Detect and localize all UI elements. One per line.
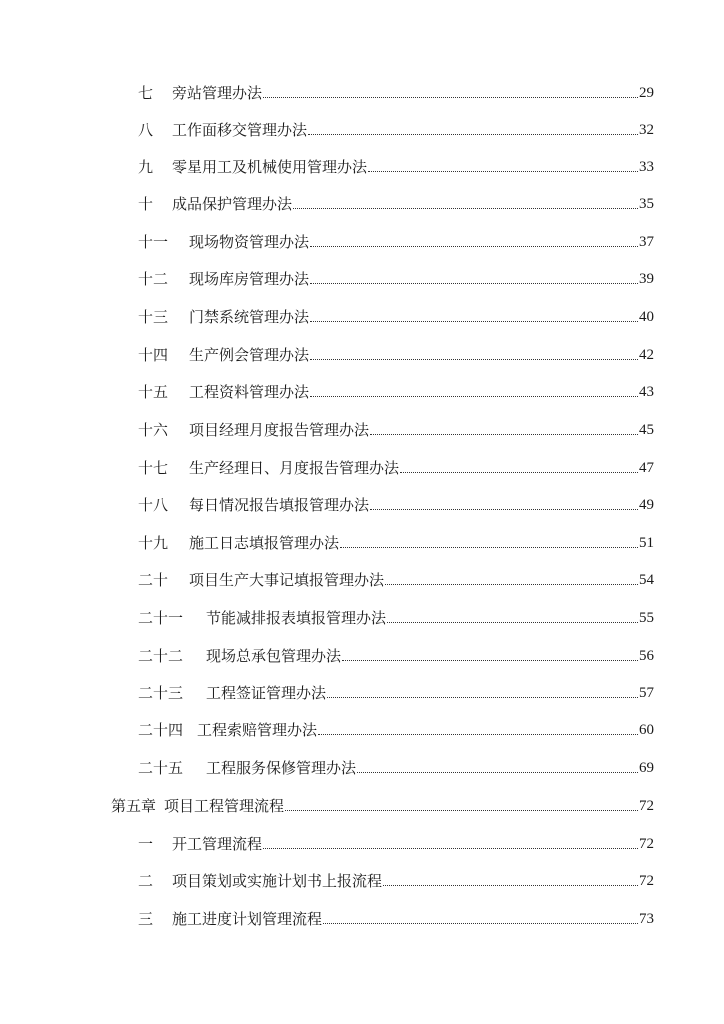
toc-entry-title: 施工进度计划管理流程 (172, 910, 323, 928)
toc-entry-number: 二十一 (138, 609, 184, 627)
toc-entry[interactable] (138, 565, 654, 589)
toc-entry[interactable] (138, 340, 654, 364)
toc-entry-title: 项目生产大事记填报管理办法 (189, 571, 385, 589)
toc-entry-page: 49 (639, 497, 654, 513)
toc-entry-title: 工程资料管理办法 (189, 383, 310, 401)
toc-entry-page: 29 (639, 85, 654, 101)
dot-leader (310, 394, 638, 397)
toc-entry-page: 45 (639, 422, 654, 438)
toc-entry-page: 69 (639, 760, 654, 776)
toc-entry-page: 32 (639, 122, 654, 138)
toc-entry-title: 门禁系统管理办法 (189, 308, 310, 326)
toc-entry-number: 十八 (138, 496, 169, 514)
toc-entry-number: 十七 (138, 459, 169, 477)
toc-entry-number: 二十四 (138, 721, 184, 739)
toc-entry-number: 二十三 (138, 684, 184, 702)
toc-entry-number: 十一 (138, 233, 169, 251)
toc-entry-number: 二十五 (138, 759, 184, 777)
dot-leader (340, 545, 638, 548)
toc-entry-title: 现场物资管理办法 (189, 233, 310, 251)
toc-entry-page: 40 (639, 309, 654, 325)
toc-entry-page: 72 (639, 873, 654, 889)
toc-entry-number: 九 (138, 158, 154, 176)
toc-entry-title: 项目经理月度报告管理办法 (189, 421, 370, 439)
toc-entry[interactable] (138, 490, 654, 514)
toc-entry-number: 十九 (138, 534, 169, 552)
toc-entry[interactable] (138, 829, 654, 853)
dot-leader (385, 582, 638, 585)
dot-leader (285, 808, 638, 811)
toc-entry-page: 47 (639, 460, 654, 476)
dot-leader (308, 132, 638, 135)
toc-entry-number: 十二 (138, 270, 169, 288)
toc-entry-page: 73 (639, 911, 654, 927)
toc-entry-page: 42 (639, 347, 654, 363)
toc-entry-title: 现场总承包管理办法 (206, 647, 342, 665)
toc-entry-number: 二 (138, 872, 154, 890)
toc-entry-number: 十六 (138, 421, 169, 439)
toc-entry[interactable] (138, 264, 654, 288)
toc-chapter-number: 第五章 (111, 797, 157, 815)
dot-leader (370, 507, 638, 510)
toc-entry-page: 56 (639, 648, 654, 664)
toc-entry-title: 生产经理日、月度报告管理办法 (189, 459, 400, 477)
dot-leader (370, 432, 638, 435)
toc-entry-title: 生产例会管理办法 (189, 346, 310, 364)
toc-entry-page: 57 (639, 685, 654, 701)
toc-entry[interactable] (138, 715, 654, 739)
toc-entry[interactable] (138, 866, 654, 890)
toc-entry-page: 39 (639, 271, 654, 287)
dot-leader (310, 357, 638, 360)
toc-entry-title: 施工日志填报管理办法 (189, 534, 340, 552)
toc-entry[interactable] (138, 115, 654, 139)
dot-leader (327, 695, 638, 698)
toc-entry-number: 十五 (138, 383, 169, 401)
toc-entry[interactable] (138, 377, 654, 401)
toc-entry-title: 每日情况报告填报管理办法 (189, 496, 370, 514)
toc-entry-title: 成品保护管理办法 (172, 195, 293, 213)
toc-entry-title: 旁站管理办法 (172, 84, 263, 102)
toc-entry-title: 节能减排报表填报管理办法 (206, 609, 387, 627)
toc-entry[interactable] (138, 904, 654, 928)
toc-entry[interactable] (138, 453, 654, 477)
dot-leader (310, 244, 638, 247)
toc-entry-page: 72 (639, 836, 654, 852)
toc-entry-title: 开工管理流程 (172, 835, 263, 853)
toc-entry-page: 55 (639, 610, 654, 626)
toc-entry-page: 33 (639, 159, 654, 175)
toc-entry-number: 一 (138, 835, 154, 853)
toc-entry[interactable] (138, 227, 654, 251)
toc-entry-number: 十四 (138, 346, 169, 364)
toc-entry-number: 二十 (138, 571, 169, 589)
dot-leader (293, 206, 638, 209)
toc-entry[interactable] (138, 189, 654, 213)
toc-entry-number: 二十二 (138, 647, 184, 665)
toc-entry-title: 工程服务保修管理办法 (206, 759, 357, 777)
toc-entry[interactable] (138, 528, 654, 552)
dot-leader (263, 95, 638, 98)
toc-chapter-entry[interactable] (111, 791, 654, 815)
dot-leader (263, 846, 638, 849)
toc-entry-number: 七 (138, 84, 154, 102)
toc-entry-title: 项目策划或实施计划书上报流程 (172, 872, 383, 890)
toc-entry[interactable] (138, 753, 654, 777)
toc-entry[interactable] (138, 415, 654, 439)
toc-entry-page: 60 (639, 722, 654, 738)
toc-entry-title: 零星用工及机械使用管理办法 (172, 158, 368, 176)
toc-entry-number: 十三 (138, 308, 169, 326)
toc-entry-page: 51 (639, 535, 654, 551)
dot-leader (310, 281, 638, 284)
dot-leader (318, 732, 638, 735)
toc-entry-title: 工程索赔管理办法 (197, 721, 318, 739)
toc-entry-number: 十 (138, 195, 154, 213)
toc-entry-page: 35 (639, 196, 654, 212)
dot-leader (383, 883, 638, 886)
dot-leader (342, 658, 638, 661)
toc-entry[interactable] (138, 152, 654, 176)
dot-leader (323, 921, 638, 924)
toc-entry[interactable] (138, 302, 654, 326)
toc-entry-title: 工作面移交管理办法 (172, 121, 308, 139)
toc-entry-title: 现场库房管理办法 (189, 270, 310, 288)
dot-leader (400, 470, 638, 473)
toc-entry[interactable] (138, 603, 654, 627)
toc-entry-page: 72 (639, 798, 654, 814)
dot-leader (368, 169, 638, 172)
toc-entry-title: 工程签证管理办法 (206, 684, 327, 702)
toc-entry-page: 43 (639, 384, 654, 400)
dot-leader (387, 620, 638, 623)
toc-entry-page: 54 (639, 572, 654, 588)
toc-chapter-title: 项目工程管理流程 (164, 797, 285, 815)
toc-entry[interactable] (138, 678, 654, 702)
dot-leader (357, 770, 638, 773)
dot-leader (310, 319, 638, 322)
toc-entry-number: 八 (138, 121, 154, 139)
toc-entry[interactable] (138, 641, 654, 665)
toc-entry[interactable] (138, 78, 654, 102)
toc-entry-number: 三 (138, 910, 154, 928)
toc-entry-page: 37 (639, 234, 654, 250)
